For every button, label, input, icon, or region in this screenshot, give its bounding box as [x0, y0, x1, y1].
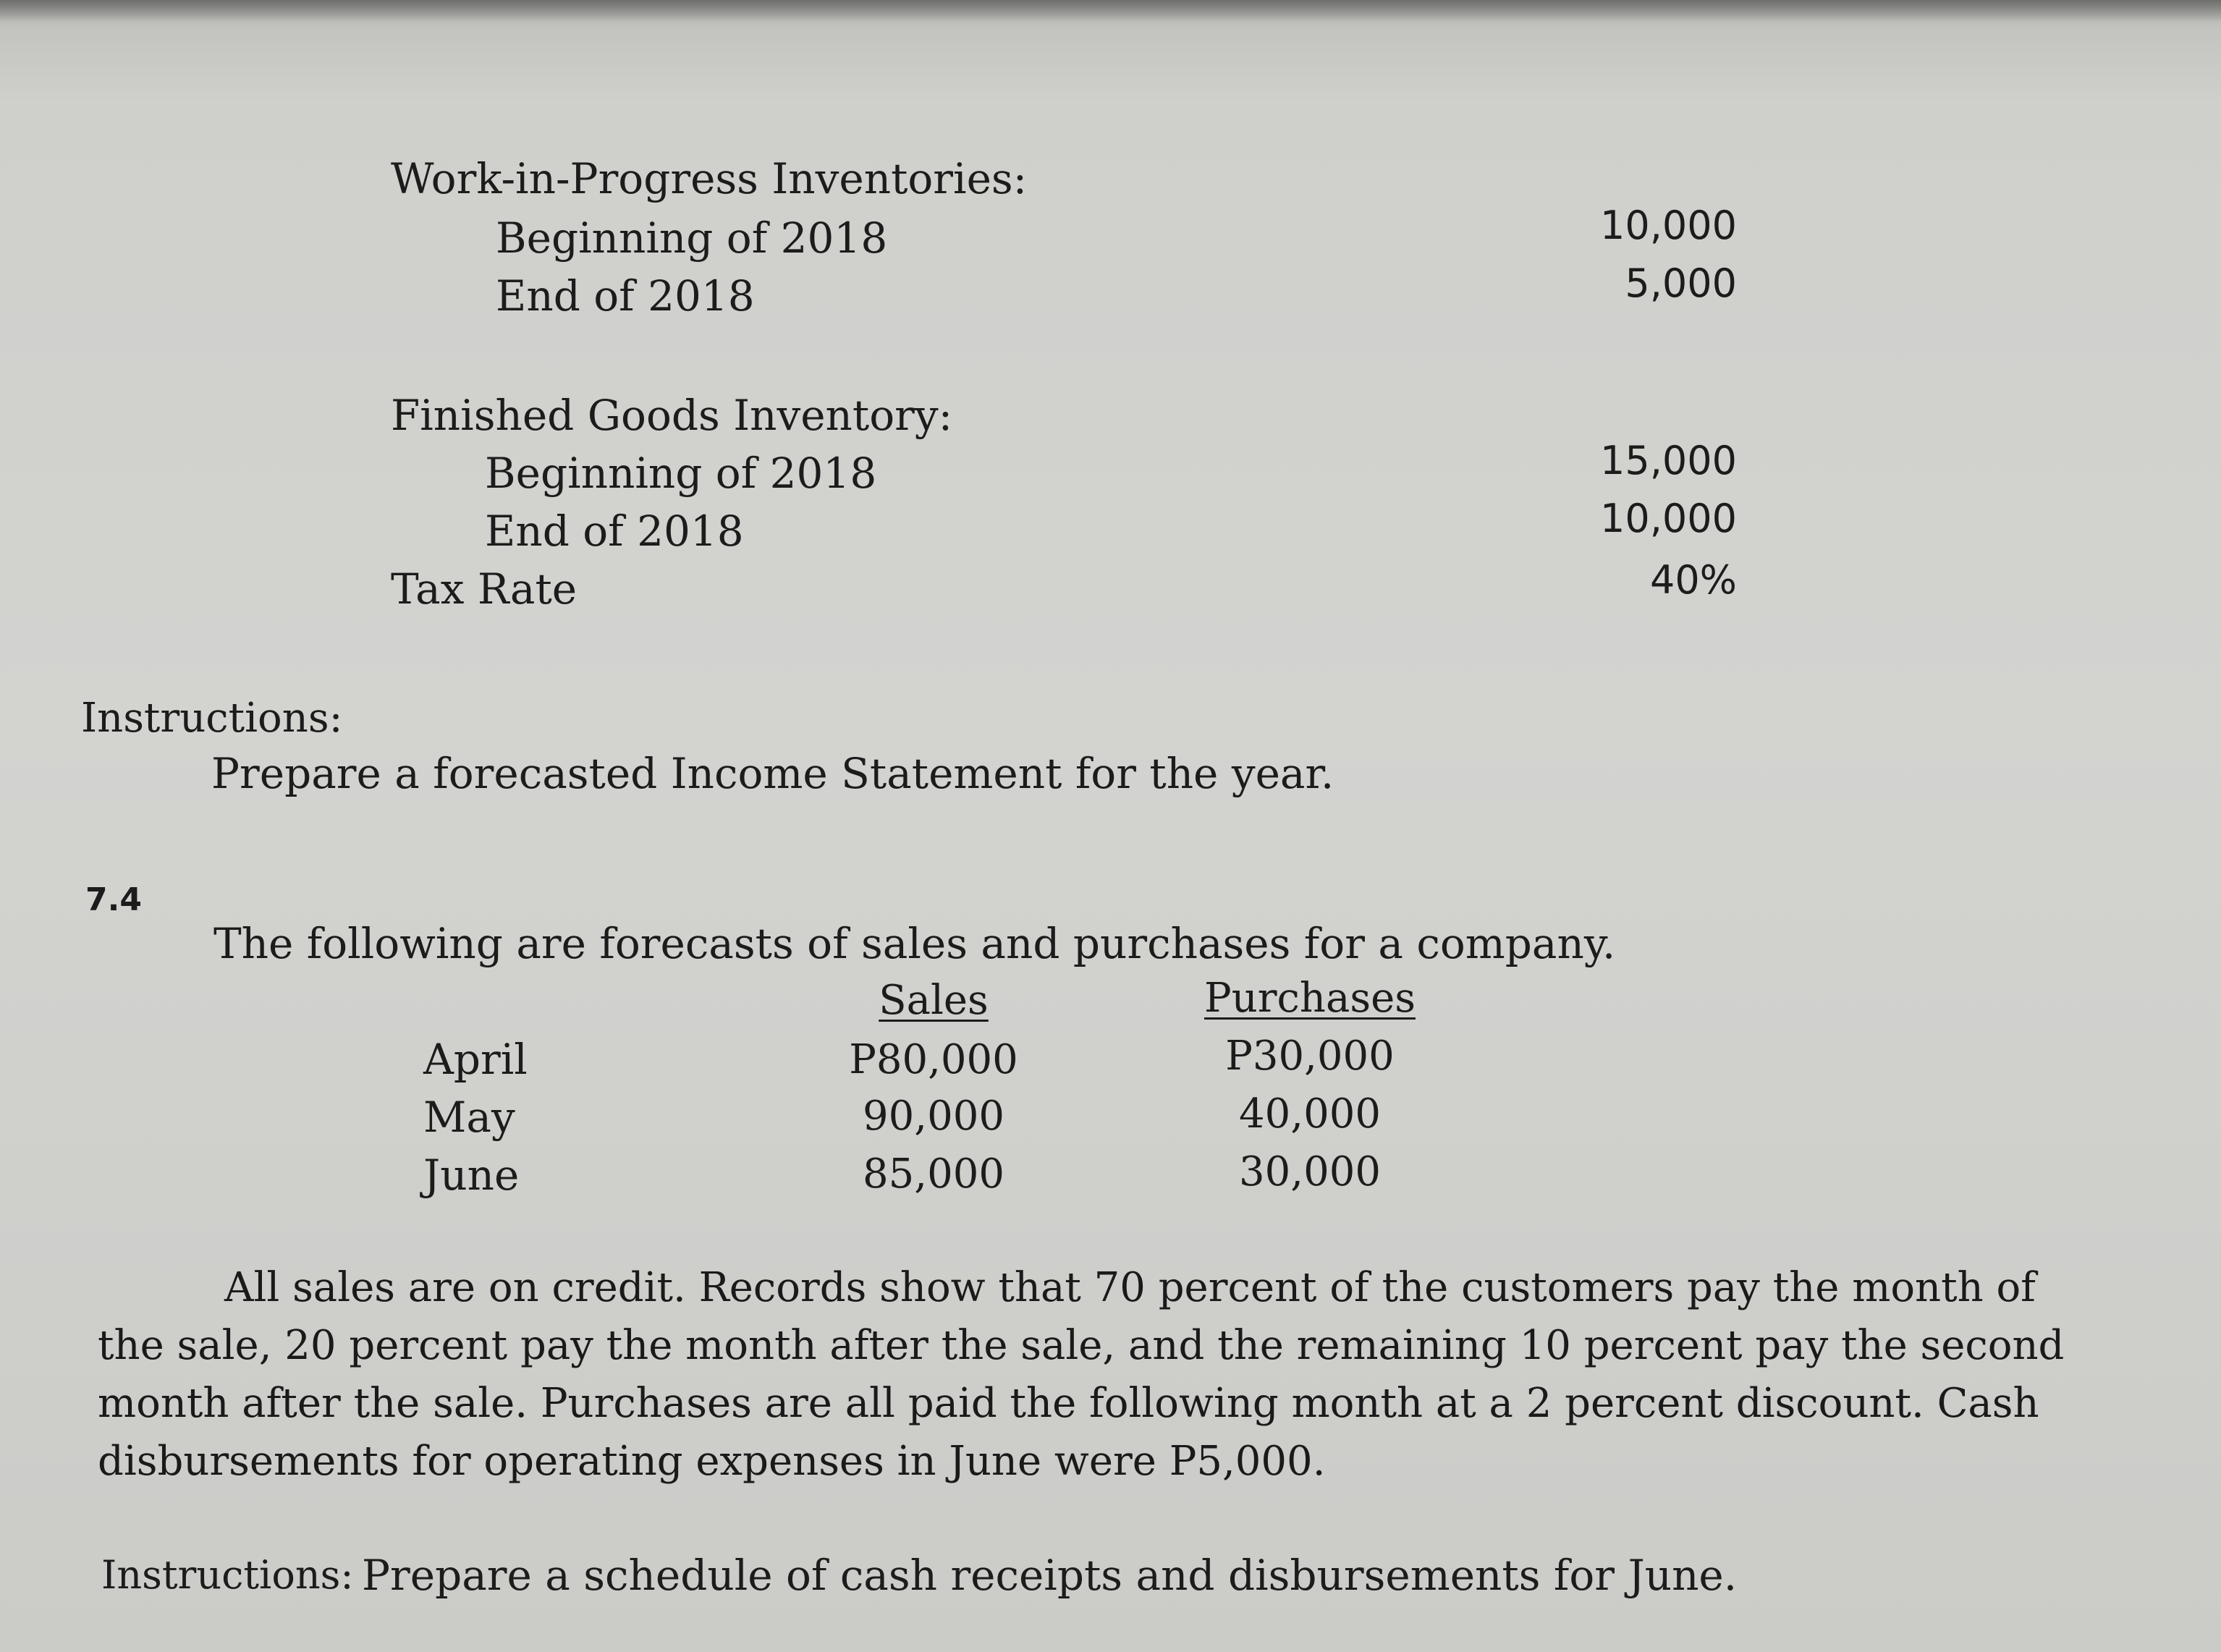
page-fold-shadow	[0, 0, 2221, 22]
wip-beginning-value: 10,000	[1600, 203, 1737, 248]
wip-end-label: End of 2018	[496, 271, 755, 321]
tax-rate-value: 40%	[1649, 557, 1737, 603]
row-month: June	[423, 1151, 520, 1200]
row-purchases: 40,000	[1239, 1090, 1381, 1138]
row-purchases: 30,000	[1239, 1148, 1381, 1195]
problem-number: 7.4	[85, 881, 142, 918]
row-sales: 85,000	[863, 1151, 1004, 1198]
instructions-label-2: Instructions:	[101, 1552, 354, 1598]
finished-end-value: 10,000	[1600, 496, 1737, 541]
tax-rate-label: Tax Rate	[391, 564, 578, 614]
finished-beginning-label: Beginning of 2018	[485, 449, 877, 498]
header-purchases: Purchases	[1204, 975, 1416, 1022]
finished-end-label: End of 2018	[485, 507, 744, 556]
header-sales: Sales	[879, 977, 989, 1024]
problem-intro: The following are forecasts of sales and purchases for a company.	[213, 919, 1616, 968]
finished-beginning-value: 15,000	[1600, 438, 1737, 483]
wip-heading: Work-in-Progress Inventories:	[391, 154, 1028, 203]
row-month: April	[423, 1035, 528, 1084]
wip-end-value: 5,000	[1625, 260, 1737, 306]
row-sales: P80,000	[849, 1036, 1018, 1083]
instructions-text-2: Prepare a schedule of cash receipts and disbursements for June.	[362, 1551, 1738, 1600]
problem-paragraph	[98, 1259, 2095, 1491]
instructions-label-1: Instructions:	[81, 695, 343, 742]
finished-heading: Finished Goods Inventory:	[391, 391, 953, 440]
problem-paragraph-text: All sales are on credit. Records show that 70 percent of the customers pay the month of the sale, 20 percent pay the month after the sale, and the remaining 10 percent pay the second month after the sale. Purchases are all paid the following month at a 2 percent discount. Cash disbursements for operating expenses in June were P5,000.	[98, 1264, 2065, 1485]
wip-beginning-label: Beginning of 2018	[496, 213, 888, 263]
instructions-text-1: Prepare a forecasted Income Statement for the year.	[211, 749, 1334, 798]
row-sales: 90,000	[863, 1093, 1004, 1140]
row-month: May	[423, 1093, 515, 1142]
row-purchases: P30,000	[1225, 1033, 1395, 1080]
